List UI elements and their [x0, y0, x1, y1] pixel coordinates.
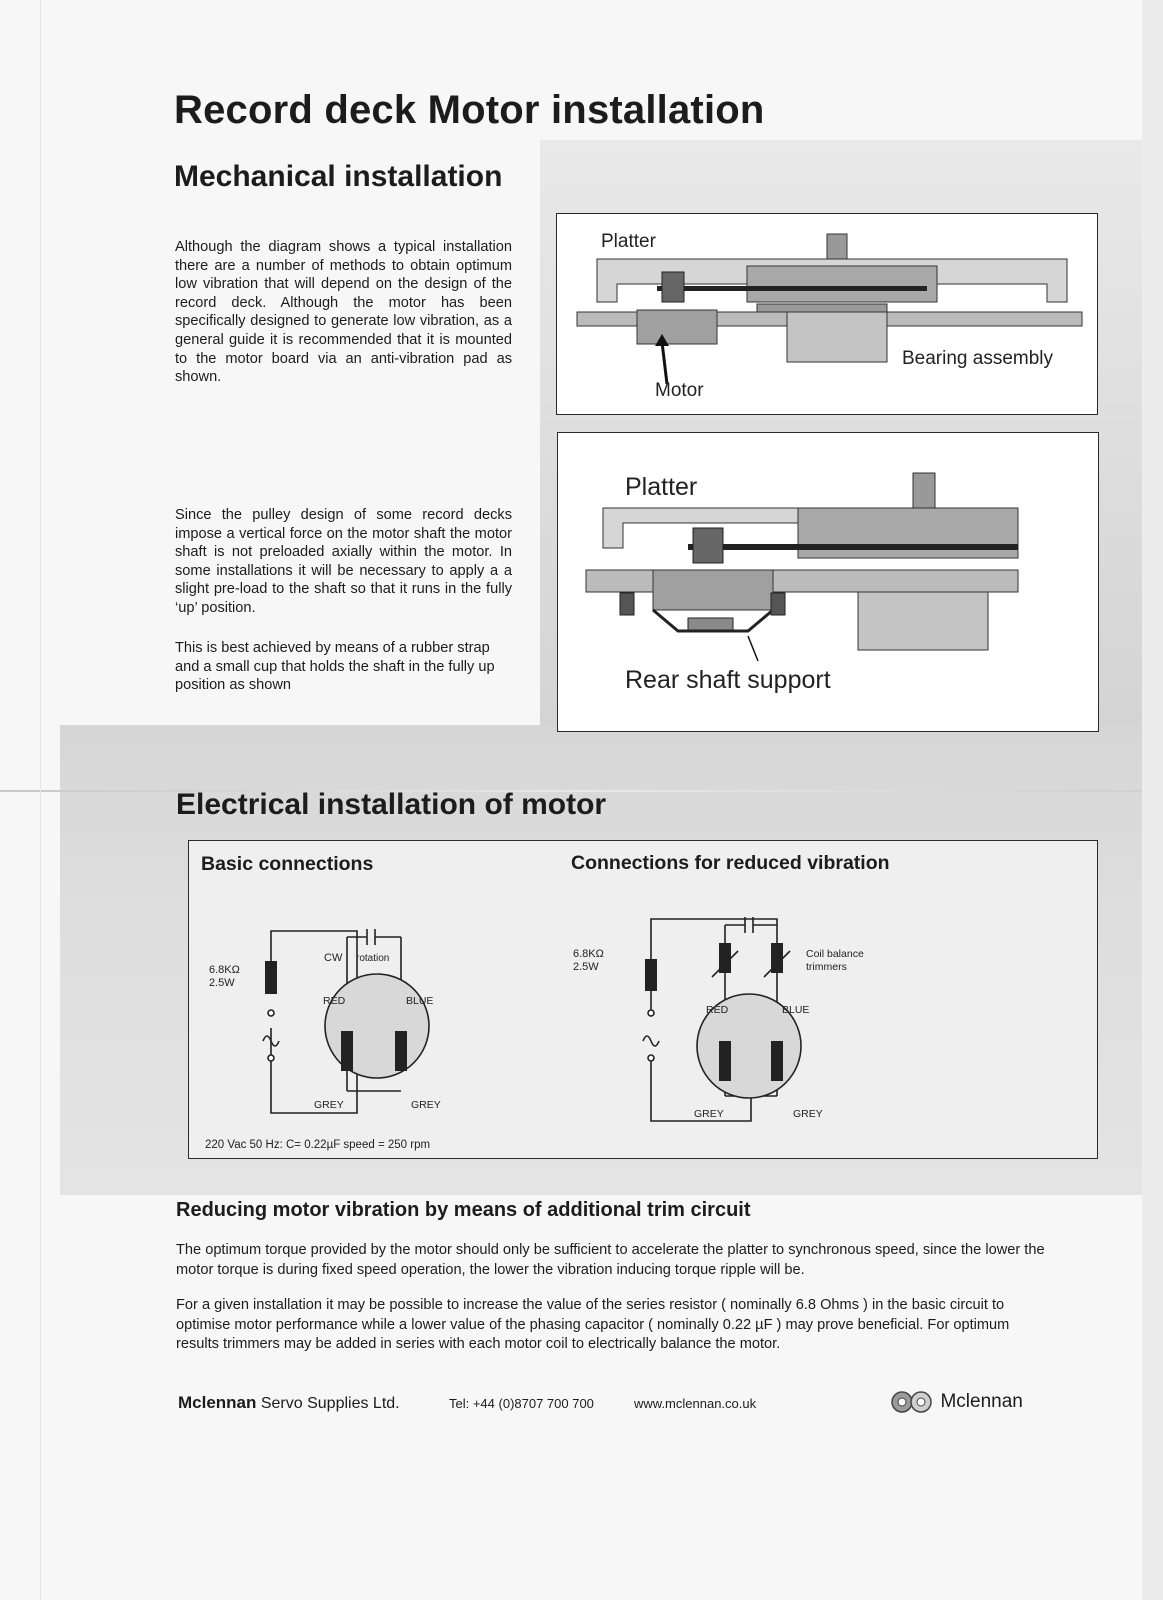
bearing-plate [757, 304, 887, 312]
pulley [662, 272, 684, 302]
basic-connections-title: Basic connections [201, 853, 374, 875]
terminal [268, 1010, 274, 1016]
platter-hub [747, 266, 937, 302]
cw-label: CW [324, 952, 343, 964]
trimmer-red [719, 943, 731, 973]
motor-outline [325, 974, 429, 1078]
resistor [265, 961, 277, 994]
shaft-support-drawing [558, 433, 1098, 731]
platter-hub [798, 508, 1018, 558]
support-label: Rear shaft support [625, 666, 831, 694]
grey-left-label: GREY [694, 1108, 724, 1120]
company-name-rest: Servo Supplies Ltd. [256, 1395, 400, 1412]
electrical-heading: Electrical installation of motor [176, 788, 607, 821]
resistor-power: 2.5W [209, 977, 235, 989]
grey-left-label: GREY [314, 1099, 344, 1111]
terminal [648, 1055, 654, 1061]
motor-body [653, 570, 773, 610]
logo-text: Mclennan [940, 1391, 1023, 1412]
coil-blue [771, 1041, 783, 1081]
resistor [645, 959, 657, 991]
page-title: Record deck Motor installation [174, 88, 765, 132]
grey-right-label: GREY [793, 1108, 823, 1120]
mechanical-paragraph-2: Since the pulley design of some record decks impose a vertical force on the motor shaft the motor shaft is not preloaded axially within the motor. In some installations it will be necessary to apply a a slight pre-load to the shaft so that it runs in the fully ‘up’ position. [175, 507, 512, 616]
footer-telephone: Tel: +44 (0)8707 700 700 [449, 1396, 594, 1411]
footer-company [178, 1393, 400, 1413]
red-label: RED [706, 1004, 729, 1016]
terminal [648, 1010, 654, 1016]
motor-body [637, 310, 717, 344]
mechanical-paragraph-1: Although the diagram shows a typical installation there are a number of methods to obtain optimum low vibration that will depend on the design of the record deck. Although the motor has been specifically designed to generate low vibration, as a general guide it is recommended that it is mounted to the motor board via an anti-vibration pad as shown. [175, 239, 512, 386]
resistor-power: 2.5W [573, 961, 599, 973]
trimmers-label-line1: Coil balance [806, 948, 864, 960]
reduced-vibration-title: Connections for reduced vibration [571, 852, 890, 874]
mclennan-logo [888, 1389, 1023, 1415]
coil-red [719, 1041, 731, 1081]
ac-source-symbol [643, 1036, 659, 1046]
trim-paragraph-2: For a given installation it may be possible to increase the value of the series resistor ( nominally 6.8 Ohms ) in the basic circuit to optimise motor performance while a lower value of the phasing capacitor ( nominally 0.22 µF ) may prove beneficial. For optimum results trimmers may be added in series with each motor coil to electrically balance the motor. [176, 1297, 1010, 1352]
footer-website: www.mclennan.co.uk [634, 1396, 757, 1411]
platter-label: Platter [601, 231, 656, 252]
trimmers-label-line2: trimmers [806, 961, 847, 973]
resistor-value: 6.8KΩ [209, 964, 240, 976]
terminal [268, 1055, 274, 1061]
paper-edge [40, 0, 41, 1600]
trim-circuit-heading: Reducing motor vibration by means of additional trim circuit [176, 1199, 751, 1221]
motor-label: Motor [655, 380, 704, 401]
coil-blue [395, 1031, 407, 1071]
resistor-value: 6.8KΩ [573, 948, 604, 960]
coil-red [341, 1031, 353, 1071]
shaft-support-diagram [557, 432, 1099, 732]
scan-margin [1142, 0, 1163, 1600]
mounting-diagram [556, 213, 1098, 415]
mount-bolt [771, 593, 785, 615]
mounting-drawing [557, 214, 1097, 414]
spindle [913, 473, 935, 513]
company-name-bold: Mclennan [178, 1393, 257, 1412]
bearing-housing [858, 592, 988, 650]
bearing-housing [787, 312, 887, 362]
support-cup [688, 618, 733, 630]
blue-label: BLUE [406, 995, 434, 1007]
trim-paragraph-1: The optimum torque provided by the motor should only be sufficient to accelerate the platter to synchronous speed, since the lower the motor torque is during fixed speed operation, the lower the vibration inducing torque ripple will be. [176, 1242, 1045, 1278]
red-label: RED [323, 995, 346, 1007]
gear-logo-icon [888, 1389, 936, 1415]
supply-note: 220 Vac 50 Hz: C= 0.22µF speed = 250 rpm [205, 1139, 431, 1151]
bearing-label: Bearing assembly [902, 348, 1054, 369]
connections-box [188, 840, 1098, 1159]
drive-belt [688, 544, 1018, 550]
support-pointer [748, 636, 758, 661]
motor-pointer [662, 342, 667, 384]
mechanical-paragraph-3: This is best achieved by means of a rubber strap and a small cup that holds the shaft in the fully up position as shown [175, 640, 495, 694]
reduced-vibration-circuit [569, 881, 1009, 1156]
platter-label: Platter [625, 473, 698, 501]
motor-board [586, 570, 1018, 592]
basic-circuit [189, 881, 629, 1156]
drive-belt [657, 286, 927, 291]
blue-label: BLUE [782, 1004, 810, 1016]
grey-right-label: GREY [411, 1099, 441, 1111]
mechanical-heading: Mechanical installation [174, 160, 503, 193]
mount-bolt [620, 593, 634, 615]
rotation-label: rotation [356, 953, 390, 964]
pulley [693, 528, 723, 563]
trimmer-blue [771, 943, 783, 973]
